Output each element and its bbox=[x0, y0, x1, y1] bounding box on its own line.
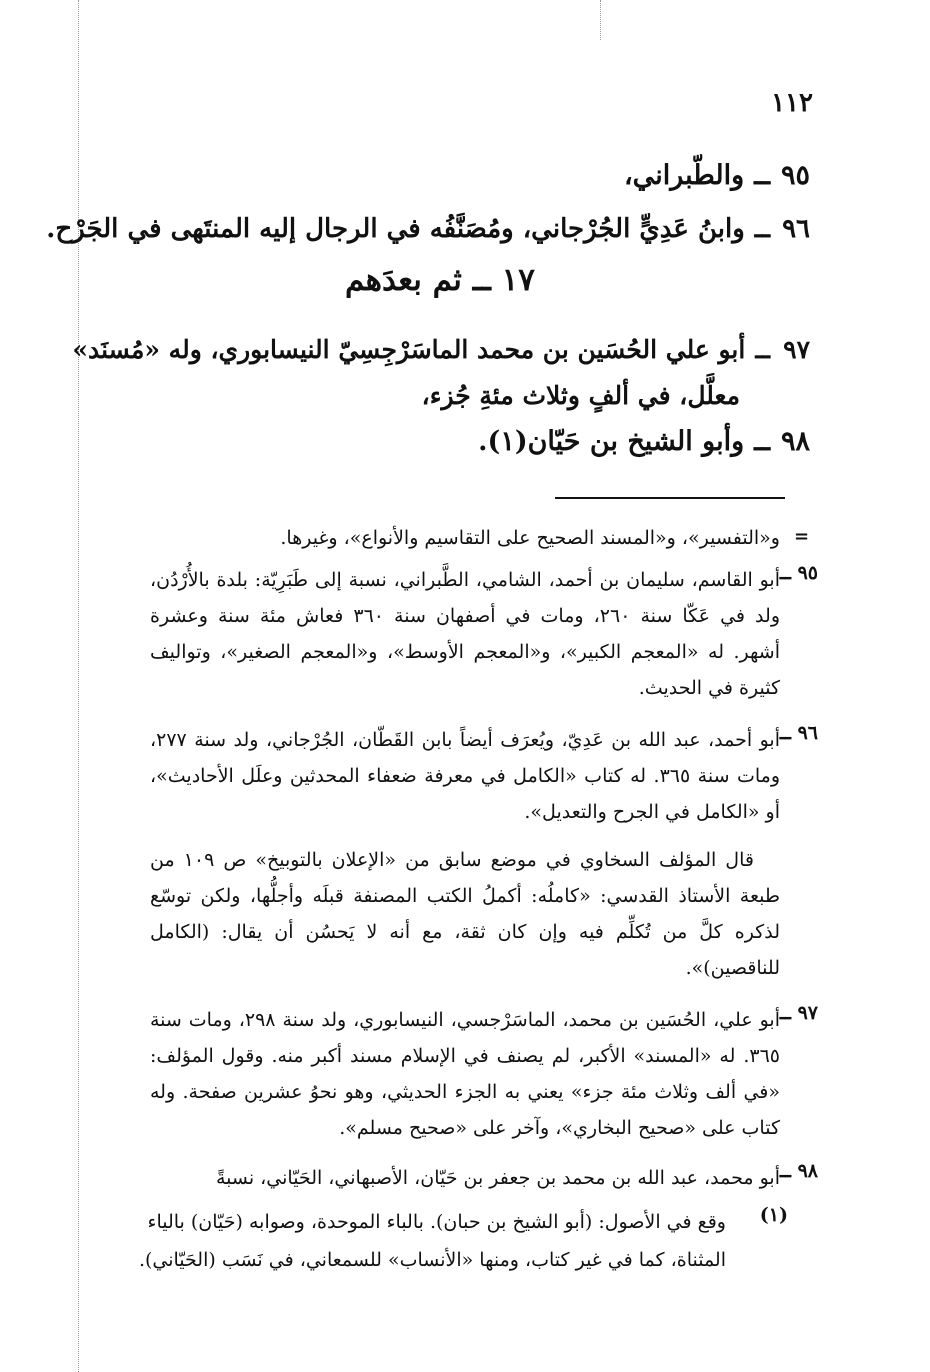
main-entry-95 bbox=[110, 154, 810, 198]
entry-dash: ــ bbox=[755, 335, 770, 364]
footnote-97: أبو علي، الحُسَين بن محمد، الماسَرْجسي، النيسابوري، ولد سنة ٢٩٨، ومات سنة ٣٦٥. له «المسند» الأكبر، لم يصنف في الإسلام مسند أكبر منه. وقول المؤلف: «في ألف وثلاث مئة جزء» يعني به الجزء الحديثي، وهو نحوُ عشرين صفحة. وله كتاب على «صحيح البخاري»، وآخر على «صحيح مسلم». bbox=[150, 1009, 780, 1139]
entry-text: أبو علي الحُسَين بن محمد الماسَرْجِسِيّ النيسابوري، وله «مُسنَد» bbox=[72, 335, 746, 364]
main-entry-96 bbox=[46, 207, 810, 251]
entry-number: ٩٥ bbox=[780, 160, 810, 191]
entry-number: ٩٨ bbox=[780, 426, 810, 457]
entry-dash: ــ bbox=[754, 160, 770, 191]
page-number: ١١٢ bbox=[771, 88, 813, 118]
footnote-98: أبو محمد، عبد الله بن محمد بن جعفر بن حَيّان، الأصبهاني، الحَيّاني، نسبةً bbox=[215, 1167, 780, 1189]
reference-line-1: وقع في الأصول: (أبو الشيخ بن حبان). بالباء الموحدة، وصوابه (حَيّان) بالياء bbox=[147, 1211, 726, 1233]
entry-text: وأبو الشيخ بن حَيّان(١). bbox=[478, 426, 745, 457]
entry-number: ٩٦ bbox=[782, 214, 810, 244]
entry-dash: ــ bbox=[754, 214, 770, 244]
footnote-95: أبو القاسم، سليمان بن أحمد، الشامي، الطَّبراني، نسبة إلى طَبَرِيّة: بلدة بالأُرْدُن، ولد في عَكّا سنة ٢٦٠، ومات في أصفهان سنة ٣٦٠ فعاش مئة سنة وعشرة أشهر. له «المعجم الكبير»، و«المعجم الأوسط»، و«المعجم الصغير»، وتواليف كثيرة في الحديث. bbox=[150, 569, 780, 699]
entry-number: ٩٧ bbox=[783, 335, 810, 364]
footnote-number-98: ٩٨ ــ bbox=[779, 1160, 818, 1182]
reference-line-2: المثناة، كما في غير كتاب، ومنها «الأنساب» للسمعاني، في نَسَب (الحَيّاني). bbox=[138, 1249, 726, 1271]
footnote-96-quote: قال المؤلف السخاوي في موضع سابق من «الإعلان بالتوبيخ» ص ١٠٩ من طبعة الأستاذ القدسي: «كاملُه: أكملُ الكتب المصنفة قبلَه وأجلُّها، ولكن توسّع لذكره كلَّ من تُكلِّم فيه وإن كان ثقة، مع أنه لا يَحسُن أن يقال: (الكامل للناقصين)». bbox=[150, 849, 780, 979]
main-entry-98 bbox=[110, 420, 810, 464]
entry-text: وابنُ عَدِيٍّ الجُرْجاني، ومُصَنَّفُه في الرجال إليه المنتَهى في الجَرْح. bbox=[46, 214, 745, 244]
main-entry-97-cont: معلَّل، في ألفٍ وثلاث مئةِ جُزء، bbox=[421, 381, 740, 410]
continuation-mark: = bbox=[794, 526, 810, 547]
footnote-96: أبو أحمد، عبد الله بن عَدِيّ، ويُعرَف أيضاً بابن القَطّان، الجُرْجاني، ولد سنة ٢٧٧، ومات سنة ٣٦٥. له كتاب «الكامل في معرفة ضعفاء المحدثين وعلَل الأحاديث»، أو «الكامل في الجرح والتعديل». bbox=[150, 729, 780, 823]
footnote-number-96: ٩٦ ــ bbox=[779, 722, 818, 744]
footnote-continuation: و«التفسير»، و«المسند الصحيح على التقاسيم والأنواع»، وغيرها. bbox=[280, 527, 780, 549]
footnote-number-97: ٩٧ ــ bbox=[779, 1002, 818, 1024]
section-heading: ١٧ ــ ثم بعدَهم bbox=[345, 262, 535, 298]
main-entry-97 bbox=[72, 328, 810, 372]
reference-number: (١) bbox=[759, 1204, 788, 1226]
footnote-separator bbox=[555, 497, 785, 499]
footnote-number-95: ٩٥ ــ bbox=[779, 562, 818, 584]
entry-text: والطّبراني، bbox=[623, 160, 745, 191]
entry-dash: ــ bbox=[754, 426, 770, 457]
